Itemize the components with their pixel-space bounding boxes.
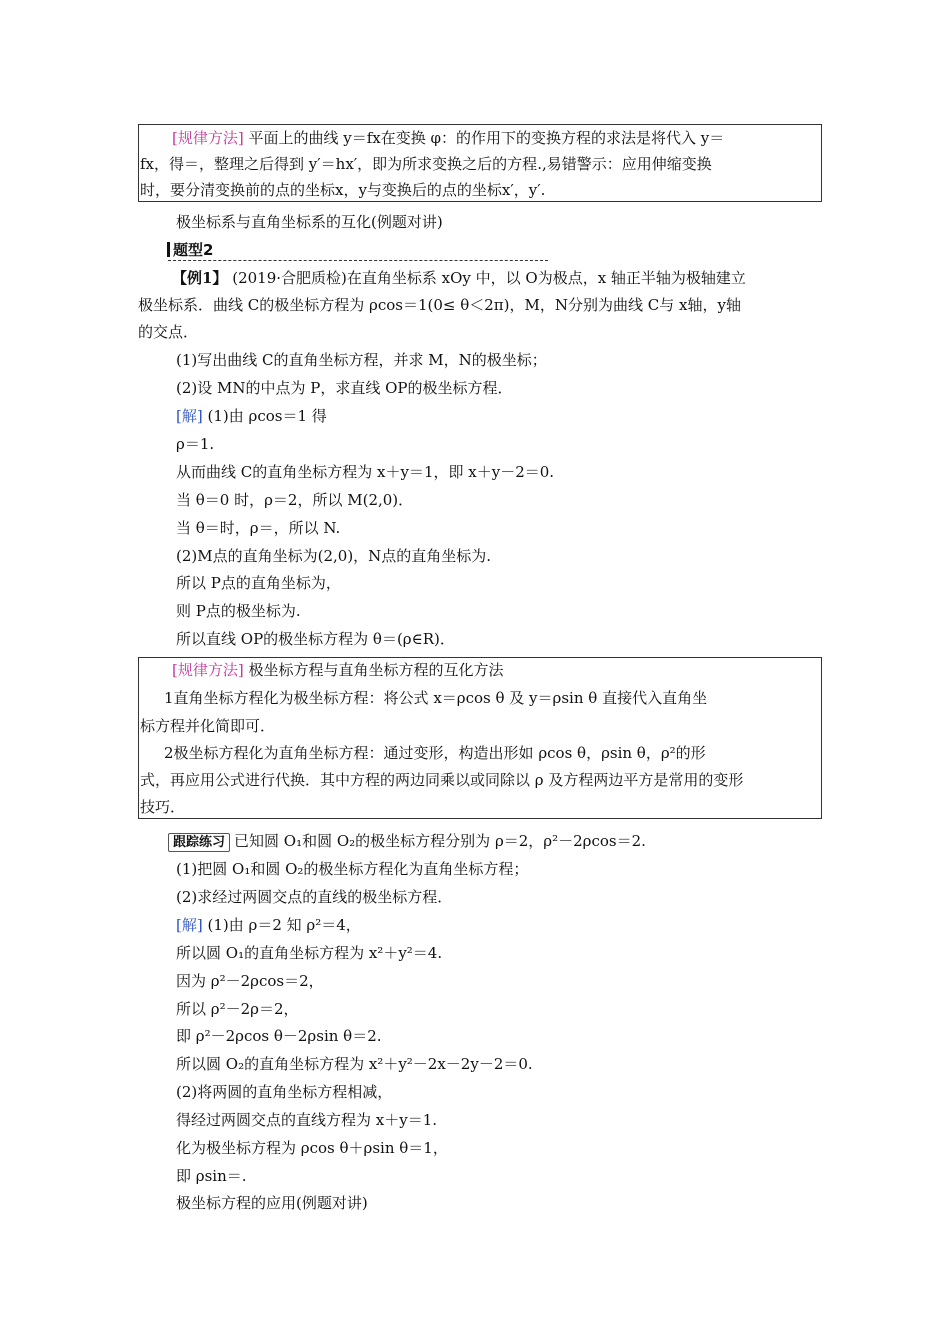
method-box-1-line-1 (172, 128, 724, 148)
method-box-2-p2-line-3: 技巧． (140, 798, 186, 816)
label-bar (167, 242, 170, 257)
practice-text: 已知圆 O₁和圆 O₂的极坐标方程分别为 ρ＝2，ρ²－2ρcos＝2. (234, 832, 646, 850)
solution-2-line-9: 化为极坐标方程为 ρcos θ＋ρsin θ＝1， (176, 1139, 448, 1157)
solution-tag: [解] (176, 916, 203, 934)
example-line-2: 极坐标系．曲线 C的极坐标方程为 ρcos＝1(0≤ θ＜2π)，M，N分别为曲线 C与 x轴，y轴 (138, 296, 741, 314)
solution-1-line-9: 所以直线 OP的极坐标方程为 θ＝(ρ∈R)． (176, 630, 455, 648)
method-box-2-p1-line-1 (164, 688, 707, 708)
method-title: 极坐标方程与直角坐标方程的互化方法 (248, 661, 504, 679)
example-text: (2019·合肥质检)在直角坐标系 xOy 中，以 O为极点，x 轴正半轴为极轴建立 (232, 269, 746, 287)
solution-2-line-10: 即 ρsin＝. (176, 1167, 247, 1185)
solution-1-line-6: (2)M点的直角坐标为(2,0)，N点的直角坐标为. (176, 547, 492, 565)
practice-question-1: (1)把圆 O₁和圆 O₂的极坐标方程化为直角坐标方程； (176, 860, 529, 878)
question-type-text: 题型2 (173, 241, 214, 259)
solution-2-line-6: 所以圆 O₂的直角坐标方程为 x²＋y²－2x－2y－2＝0. (176, 1055, 533, 1073)
item-number: 2 (164, 744, 174, 762)
solution-1-line-4: 当 θ＝0 时，ρ＝2，所以 M(2,0)． (176, 491, 414, 509)
solution-2-line-2: 所以圆 O₁的直角坐标方程为 x²＋y²＝4. (176, 944, 443, 962)
solution-1-line-7: 所以 P点的直角坐标为， (176, 574, 341, 592)
solution-2-line-1 (176, 915, 361, 935)
item-text: 极坐标方程化为直角坐标方程：通过变形，构造出形如 ρcos θ，ρsin θ，ρ²的形 (173, 744, 706, 762)
method-box-2-p2-line-2: 式，再应用公式进行代换．其中方程的两边同乘以或同除以 ρ 及方程两边平方是常用的变形 (140, 771, 744, 789)
solution-text: (1)由 ρcos＝1 得 (207, 407, 327, 425)
solution-1-line-5: 当 θ＝时，ρ＝，所以 N. (176, 519, 341, 537)
solution-1-line-1 (176, 406, 327, 426)
dashed-divider (168, 260, 548, 261)
method-text: 平面上的曲线 y＝fx在变换 φ：的作用下的变换方程的求法是将代入 y＝ (248, 129, 725, 147)
solution-text: (1)由 ρ＝2 知 ρ²＝4， (207, 916, 361, 934)
solution-tag: [解] (176, 407, 203, 425)
solution-2-line-8: 得经过两圆交点的直线方程为 x＋y＝1. (176, 1111, 438, 1129)
method-box-2 (138, 657, 822, 819)
solution-2-line-5: 即 ρ²－2ρcos θ－2ρsin θ＝2. (176, 1027, 382, 1045)
item-number: 1 (164, 689, 174, 707)
question-type-label (167, 240, 213, 260)
example-question-2: (2)设 MN的中点为 P，求直线 OP的极坐标方程． (176, 379, 513, 397)
section-title-1: 极坐标系与直角坐标系的互化(例题对讲) (176, 213, 443, 231)
method-box-2-title-line (172, 660, 504, 680)
example-line-3: 的交点． (138, 323, 199, 341)
method-box-1-line-3: 时，要分清变换前的点的坐标x，y与变换后的点的坐标x′，y′. (140, 181, 546, 199)
example-line-1 (172, 268, 746, 288)
practice-line-1 (168, 831, 646, 852)
section-title-2: 极坐标方程的应用(例题对讲) (176, 1194, 368, 1212)
method-tag: [规律方法] (172, 661, 244, 679)
example-label: 【例1】 (172, 269, 228, 287)
solution-2-line-3: 因为 ρ²－2ρcos＝2， (176, 972, 324, 990)
solution-1-line-8: 则 P点的极坐标为. (176, 602, 301, 620)
solution-2-line-7: (2)将两圆的直角坐标方程相减， (176, 1083, 393, 1101)
solution-1-line-2: ρ＝1. (176, 435, 215, 453)
method-tag: [规律方法] (172, 129, 244, 147)
practice-question-2: (2)求经过两圆交点的直线的极坐标方程． (176, 888, 453, 906)
method-box-2-p2-line-1 (164, 743, 706, 763)
solution-2-line-4: 所以 ρ²－2ρ＝2， (176, 1000, 299, 1018)
solution-1-line-3: 从而曲线 C的直角坐标方程为 x＋y＝1，即 x＋y－2＝0. (176, 463, 555, 481)
item-text: 直角坐标方程化为极坐标方程：将公式 x＝ρcos θ 及 y＝ρsin θ 直接代入直角坐 (173, 689, 708, 707)
example-question-1: (1)写出曲线 C的直角坐标方程，并求 M，N的极坐标； (176, 351, 547, 369)
method-box-1-line-2: fx，得＝，整理之后得到 y′＝hx′，即为所求变换之后的方程.,易错警示：应用伸缩变换 (140, 155, 712, 173)
practice-badge: 跟踪练习 (168, 833, 230, 852)
method-box-2-p1-line-2: 标方程并化简即可． (140, 717, 276, 735)
